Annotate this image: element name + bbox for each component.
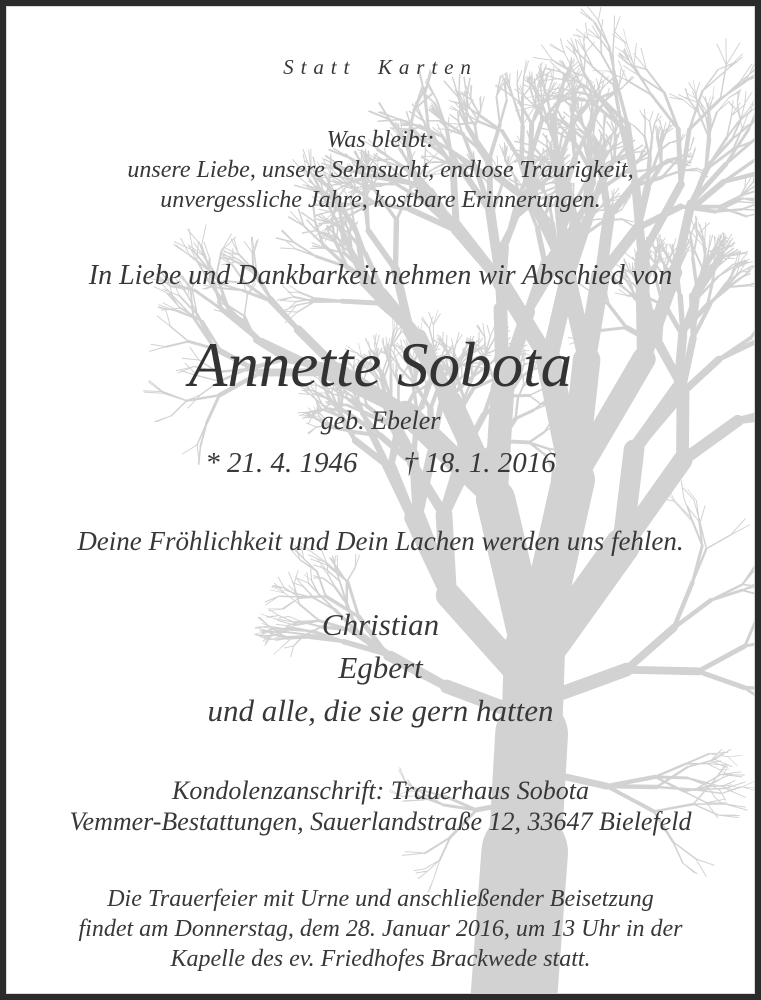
death-date: † 18. 1. 2016: [403, 447, 556, 479]
mourner-name: Egbert: [338, 650, 423, 685]
funeral-details: [6, 884, 755, 974]
condolence-address: [6, 775, 755, 837]
epigraph-line-2: unsere Liebe, unsere Sehnsucht, endlose Traurigkeit,: [127, 157, 634, 183]
farewell-intro: In Liebe und Dankbarkeit nehmen wir Abschied von: [88, 260, 673, 291]
epigraph-verse: [6, 125, 755, 215]
funeral-line-1: Die Trauerfeier mit Urne und anschließender Beisetzung: [107, 886, 654, 912]
deceased-name: Annette Sobota: [188, 330, 573, 400]
mourners-closing: und alle, die sie gern hatten: [207, 693, 554, 728]
condolence-line-2: Vemmer-Bestattungen, Sauerlandstraße 12, 33647 Bielefeld: [69, 807, 692, 836]
condolence-line-1: Kondolenzanschrift: Trauerhaus Sobota: [171, 776, 589, 805]
maiden-name: geb. Ebeler: [320, 406, 441, 435]
mourner-name: Christian: [321, 607, 440, 642]
statt-karten-header: Statt Karten: [283, 55, 478, 79]
epigraph-line-1: Was bleibt:: [326, 127, 435, 153]
funeral-line-3: Kapelle des ev. Friedhofes Brackwede statt.: [170, 946, 591, 972]
mourners-list: [6, 603, 755, 732]
tribute-line: Deine Fröhlichkeit und Dein Lachen werden uns fehlen.: [77, 526, 684, 556]
epigraph-line-3: unvergessliche Jahre, kostbare Erinnerungen.: [160, 187, 601, 213]
birth-date: * 21. 4. 1946: [205, 447, 358, 479]
funeral-line-2: findet am Donnerstag, dem 28. Januar 2016, um 13 Uhr in der: [78, 916, 683, 942]
life-dates: [6, 445, 755, 481]
